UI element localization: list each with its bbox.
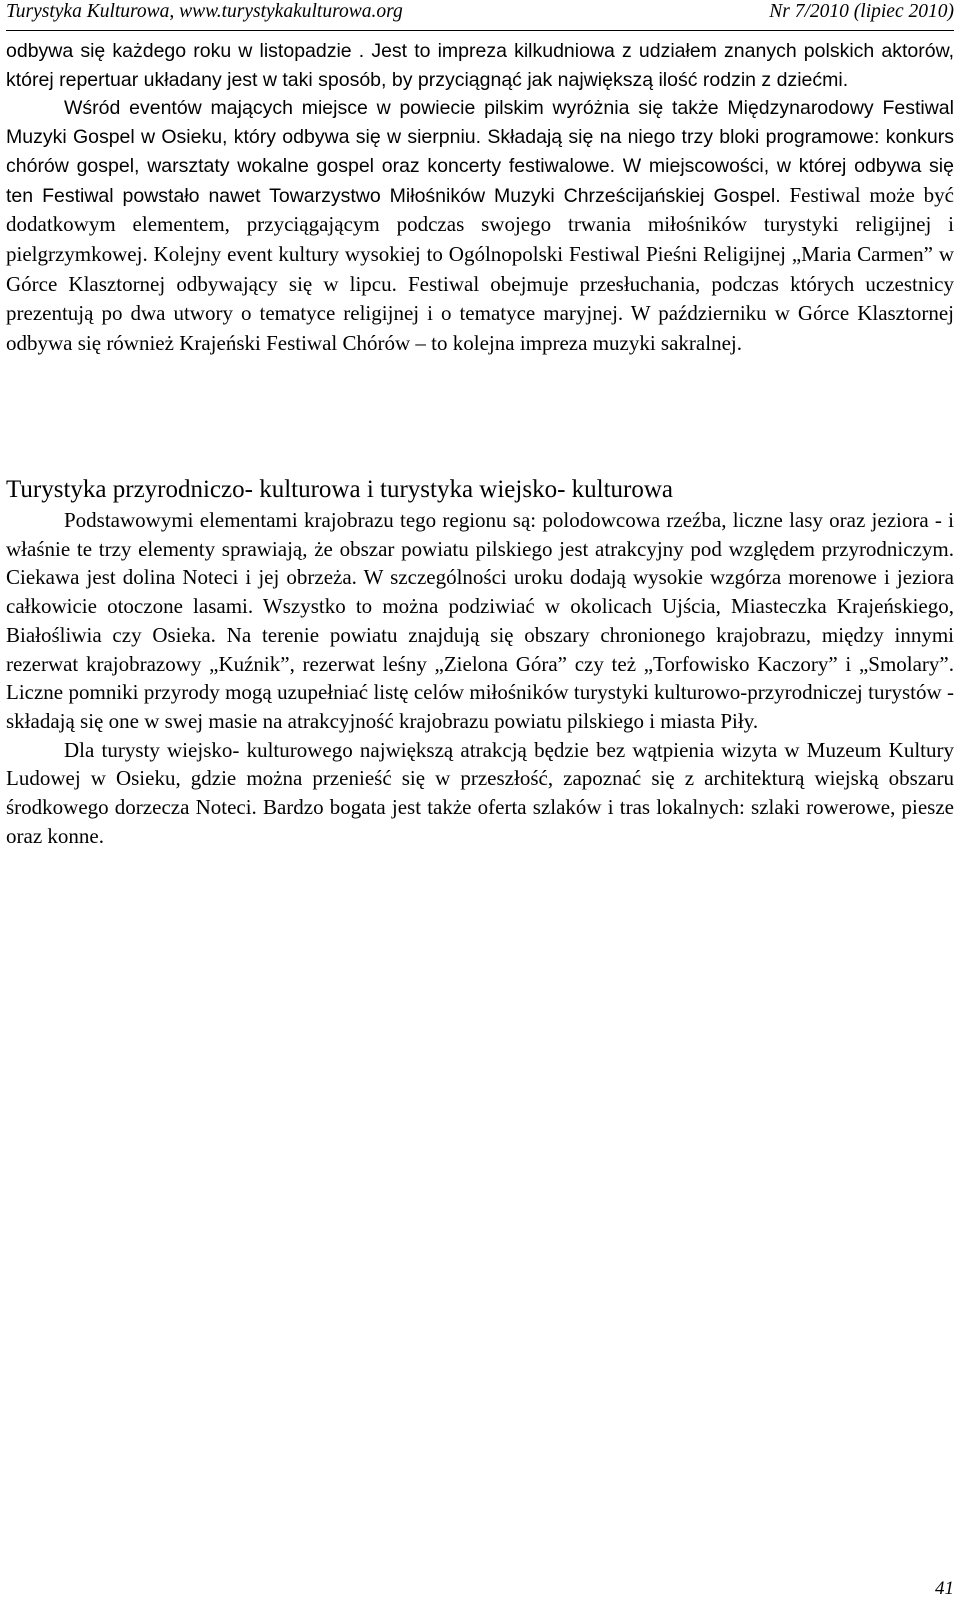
paragraph-festivals [6,94,954,358]
journal-title: Turystyka Kulturowa, www.turystykakulturowa.org [6,1,403,22]
paragraph-intro: odbywa się każdego roku w listopadzie . Jest to impreza kilkudniowa z udziałem znanych polskich aktorów, której repertuar układany jest w taki sposób, by przyciągnąć jak największą ilość rodzin z dziećmi. [6,40,954,91]
running-header [6,0,954,31]
paragraph-landscape: Podstawowymi elementami krajobrazu tego regionu są: polodowcowa rzeźba, liczne lasy oraz jeziora - i właśnie te trzy elementy sprawiają, że obszar powiatu pilskiego jest atrakcyjny pod względem przyrodniczym. Ciekawa jest dolina Noteci i jej obrzeża. W szczególności uroku dodają wysokie wzgórza morenowe i jeziora całkowicie otoczone lasami. Wszystko to można podziwiać w okolicach Ujścia, Miasteczka Krajeńskiego, Białośliwia czy Osieka. Na terenie powiatu znajdują się obszary chronionego krajobrazu, między innymi rezerwat krajobrazowy „Kuźnik”, rezerwat leśny „Zielona Góra” czy też „Torfowisko Kaczory” i „Smolary”. Liczne pomniki przyrody mogą uzupełniać listę celów miłośników turystyki kulturowo-przyrodniczej turystów - składają się one w swej masie na atrakcyjność krajobrazu powiatu pilskiego i miasta Piły. [6,508,954,733]
section-heading [6,475,954,505]
paragraph-rural-tourism: Dla turysty wiejsko- kulturowego największą atrakcją będzie bez wątpienia wizyta w Muzeum Kultury Ludowej w Osieku, gdzie można przenieść się w przeszłość, zapoznać się z architekturą wiejską obszaru środkowego dorzecza Noteci. Bardzo bogata jest także oferta szlaków i tras lokalnych: szlaki rowerowe, piesze oraz konne. [6,737,954,848]
paragraph-festivals-sans-part: Wśród eventów mających miejsce w powiecie pilskim wyróżnia się także Międzynarodowy Festiwal Muzyki Gospel w Osieku, który odbywa się w sierpniu. Składają się na niego trzy bloki programowe: konkurs chórów gospel, warsztaty wokalne gospel oraz koncerty festiwalowe. W miejscowości, w której odbywa się ten Festiwal powstało nawet Towarzystwo Miłośników Muzyki Chrześcijańskiej Gospel. [6,97,954,207]
heading-nature-rural-tourism: Turystyka przyrodniczo- kulturowa i turystyka wiejsko- kulturowa [6,476,674,503]
section-events [6,37,954,359]
section-nature-tourism [6,506,954,850]
issue-info: Nr 7/2010 (lipiec 2010) [769,1,954,22]
paragraph-festivals-serif-part: Festiwal może być dodatkowym elementem, przyciągającym podczas swojego trwania miłośników turystyki religijnej i pielgrzymkowej. Kolejny event kultury wysokiej to Ogólnopolski Festiwal Pieśni Religijnej „Maria Carmen” w Górce Klasztornej odbywający się w lipcu. Festiwal obejmuje przesłuchania, podczas których uczestnicy prezentują po dwa utwory o tematyce religijnej i o tematyce maryjnej. W październiku w Górce Klasztornej odbywa się również Krajeński Festiwal Chórów – to kolejna impreza muzyki sakralnej. [6,182,954,356]
page-number: 41 [935,1578,954,1599]
